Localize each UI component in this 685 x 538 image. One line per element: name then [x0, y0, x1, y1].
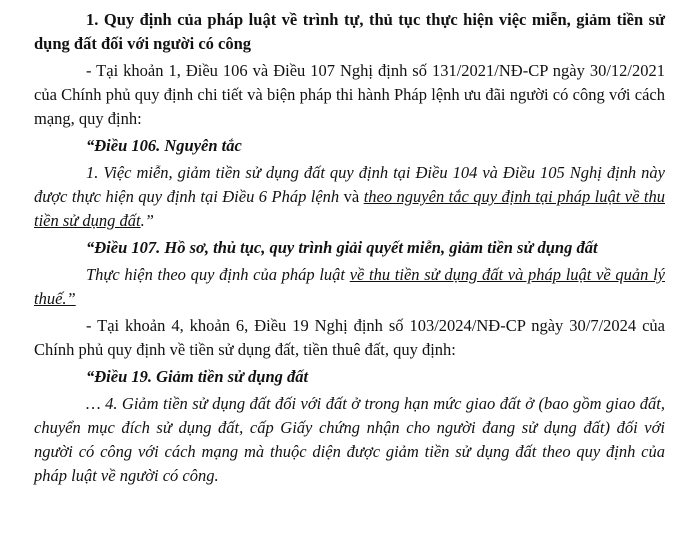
- article-107-text: Thực hiện theo quy định của pháp luật: [86, 265, 350, 284]
- article-106-body: [34, 161, 665, 233]
- article-106-text: 1. Việc miễn, giảm tiền sử dụng đất quy định tại Điều 104 và Điều 105 Nghị định này được thực hiện quy định tại Điều 6 Pháp lệnh: [34, 163, 665, 206]
- section-heading: 1. Quy định của pháp luật về trình tự, thủ tục thực hiện việc miễn, giảm tiền sử dụng đất đối với người có công: [34, 10, 665, 53]
- article-107-underlined-text: về thu tiền sử dụng đất và pháp luật về quản lý thuế.”: [34, 265, 666, 308]
- article-106-connector: và: [339, 187, 364, 206]
- article-107-body: [34, 263, 665, 311]
- article-106-title: “Điều 106. Nguyên tắc: [86, 136, 242, 155]
- article-106-closing: .”: [140, 211, 154, 230]
- article-106-underlined-text: theo nguyên tắc quy định tại pháp luật về thu tiền sử dụng đất: [34, 187, 665, 230]
- paragraph-decree-103: - Tại khoản 4, khoản 6, Điều 19 Nghị định số 103/2024/NĐ-CP ngày 30/7/2024 của Chính phủ quy định về tiền sử dụng đất, tiền thuê đất, quy định:: [34, 316, 665, 359]
- article-19-title: “Điều 19. Giảm tiền sử dụng đất: [86, 367, 309, 386]
- article-107-title: “Điều 107. Hồ sơ, thủ tục, quy trình giải quyết miễn, giảm tiền sử dụng đất: [86, 238, 598, 257]
- paragraph-decree-131: - Tại khoản 1, Điều 106 và Điều 107 Nghị định số 131/2021/NĐ-CP ngày 30/12/2021 của Chính phủ quy định chi tiết và biện pháp thi hành Pháp lệnh ưu đãi người có công với cách mạng, quy định:: [34, 61, 665, 128]
- article-19-body: … 4. Giảm tiền sử dụng đất đối với đất ở trong hạn mức giao đất ở (bao gồm giao đất, chuyển mục đích sử dụng đất, cấp Giấy chứng nhận cho người đang sử dụng đất) đối với người có công với cách mạng mà thuộc diện được giảm tiền sử dụng đất theo quy định của pháp luật về người có công.: [34, 394, 665, 485]
